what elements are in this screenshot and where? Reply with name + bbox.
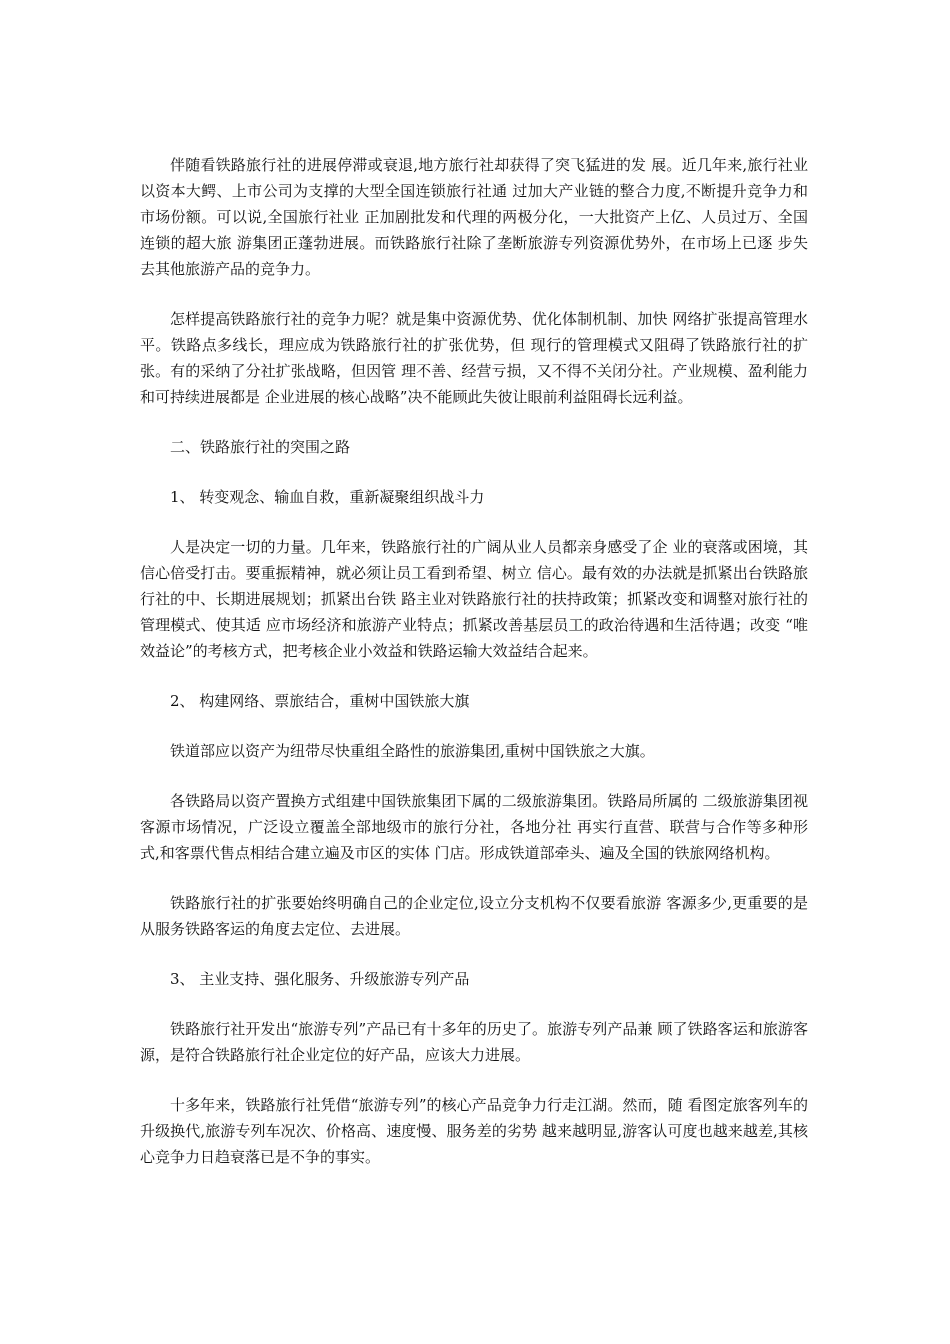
paragraph-6: 铁路旅行社的扩张要始终明确自己的企业定位,设立分支机构不仅要看旅游 客源多少,更重要的是从服务铁路客运的角度去定位、去进展。 bbox=[140, 894, 808, 938]
section-heading-2: 二、铁路旅行社的突围之路 bbox=[170, 438, 351, 456]
subsection-heading-3: 3、 主业支持、强化服务、升级旅游专列产品 bbox=[170, 970, 470, 988]
paragraph-1: 伴随看铁路旅行社的进展停滞或衰退,地方旅行社却获得了突飞猛进的发 展。近几年来,旅行社业以资本大鳄、上市公司为支撑的大型全国连锁旅行社通 过加大产业链的整合力度,不断提升竞争力和市场份额。可以说,全国旅行社业 正加剧批发和代理的两极分化，一大批资产上亿、人员过万、全国连锁的超大旅 游集团正蓬勃进展。而铁路旅行社除了垄断旅游专列资源优势外，在市场上已逐 步失去其他旅游产品的竞争力。 bbox=[140, 156, 808, 278]
subsection-heading-1: 1、 转变观念、输血自救，重新凝聚组织战斗力 bbox=[170, 488, 485, 506]
paragraph-5: 各铁路局以资产置换方式组建中国铁旅集团下属的二级旅游集团。铁路局所属的 二级旅游集团视客源市场情况，广泛设立覆盖全部地级市的旅行分社，各地分社 再实行直营、联营与合作等多种形式,和客票代售点相结合建立遍及市区的实体 门店。形成铁道部牵头、遍及全国的铁旅网络机构。 bbox=[140, 792, 808, 862]
paragraph-2: 怎样提高铁路旅行社的竞争力呢？就是集中资源优势、优化体制机制、加快 网络扩张提高管理水平。铁路点多线长，理应成为铁路旅行社的扩张优势，但 现行的管理模式又阻碍了铁路旅行社的扩张。有的采纳了分社扩张战略，但因管 理不善、经营亏损，又不得不关闭分社。产业规模、盈利能力和可持续进展都是 企业进展的核心战略”决不能顾此失彼让眼前利益阻碍长远利益。 bbox=[140, 310, 808, 406]
paragraph-7: 铁路旅行社开发出“旅游专列”产品已有十多年的历史了。旅游专列产品兼 顾了铁路客运和旅游客源，是符合铁路旅行社企业定位的好产品，应该大力进展。 bbox=[140, 1020, 808, 1064]
paragraph-4: 铁道部应以资产为纽带尽快重组全路性的旅游集团,重树中国铁旅之大旗。 bbox=[170, 742, 655, 760]
subsection-heading-2: 2、 构建网络、票旅结合，重树中国铁旅大旗 bbox=[170, 692, 470, 710]
document-body bbox=[140, 152, 808, 1194]
paragraph-3: 人是决定一切的力量。几年来，铁路旅行社的广阔从业人员都亲身感受了企 业的衰落或困境，其信心倍受打击。要重振精神，就必须让员工看到希望、树立 信心。最有效的办法就是抓紧出台铁路旅行社的中、长期进展规划；抓紧出台铁 路主业对铁路旅行社的扶持政策；抓紧改变和调整对旅行社的管理模式、使其适 应市场经济和旅游产业特点；抓紧改善基层员工的政治待遇和生活待遇；改变 “唯效益论”的考核方式，把考核企业小效益和铁路运输大效益结合起来。 bbox=[140, 538, 808, 660]
paragraph-8: 十多年来，铁路旅行社凭借“旅游专列”的核心产品竞争力行走江湖。然而，随 看图定旅客列车的升级换代,旅游专列车况次、价格高、速度慢、服务差的劣势 越来越明显,游客认可度也越来越差,其核心竞争力日趋衰落已是不争的事实。 bbox=[140, 1096, 808, 1166]
